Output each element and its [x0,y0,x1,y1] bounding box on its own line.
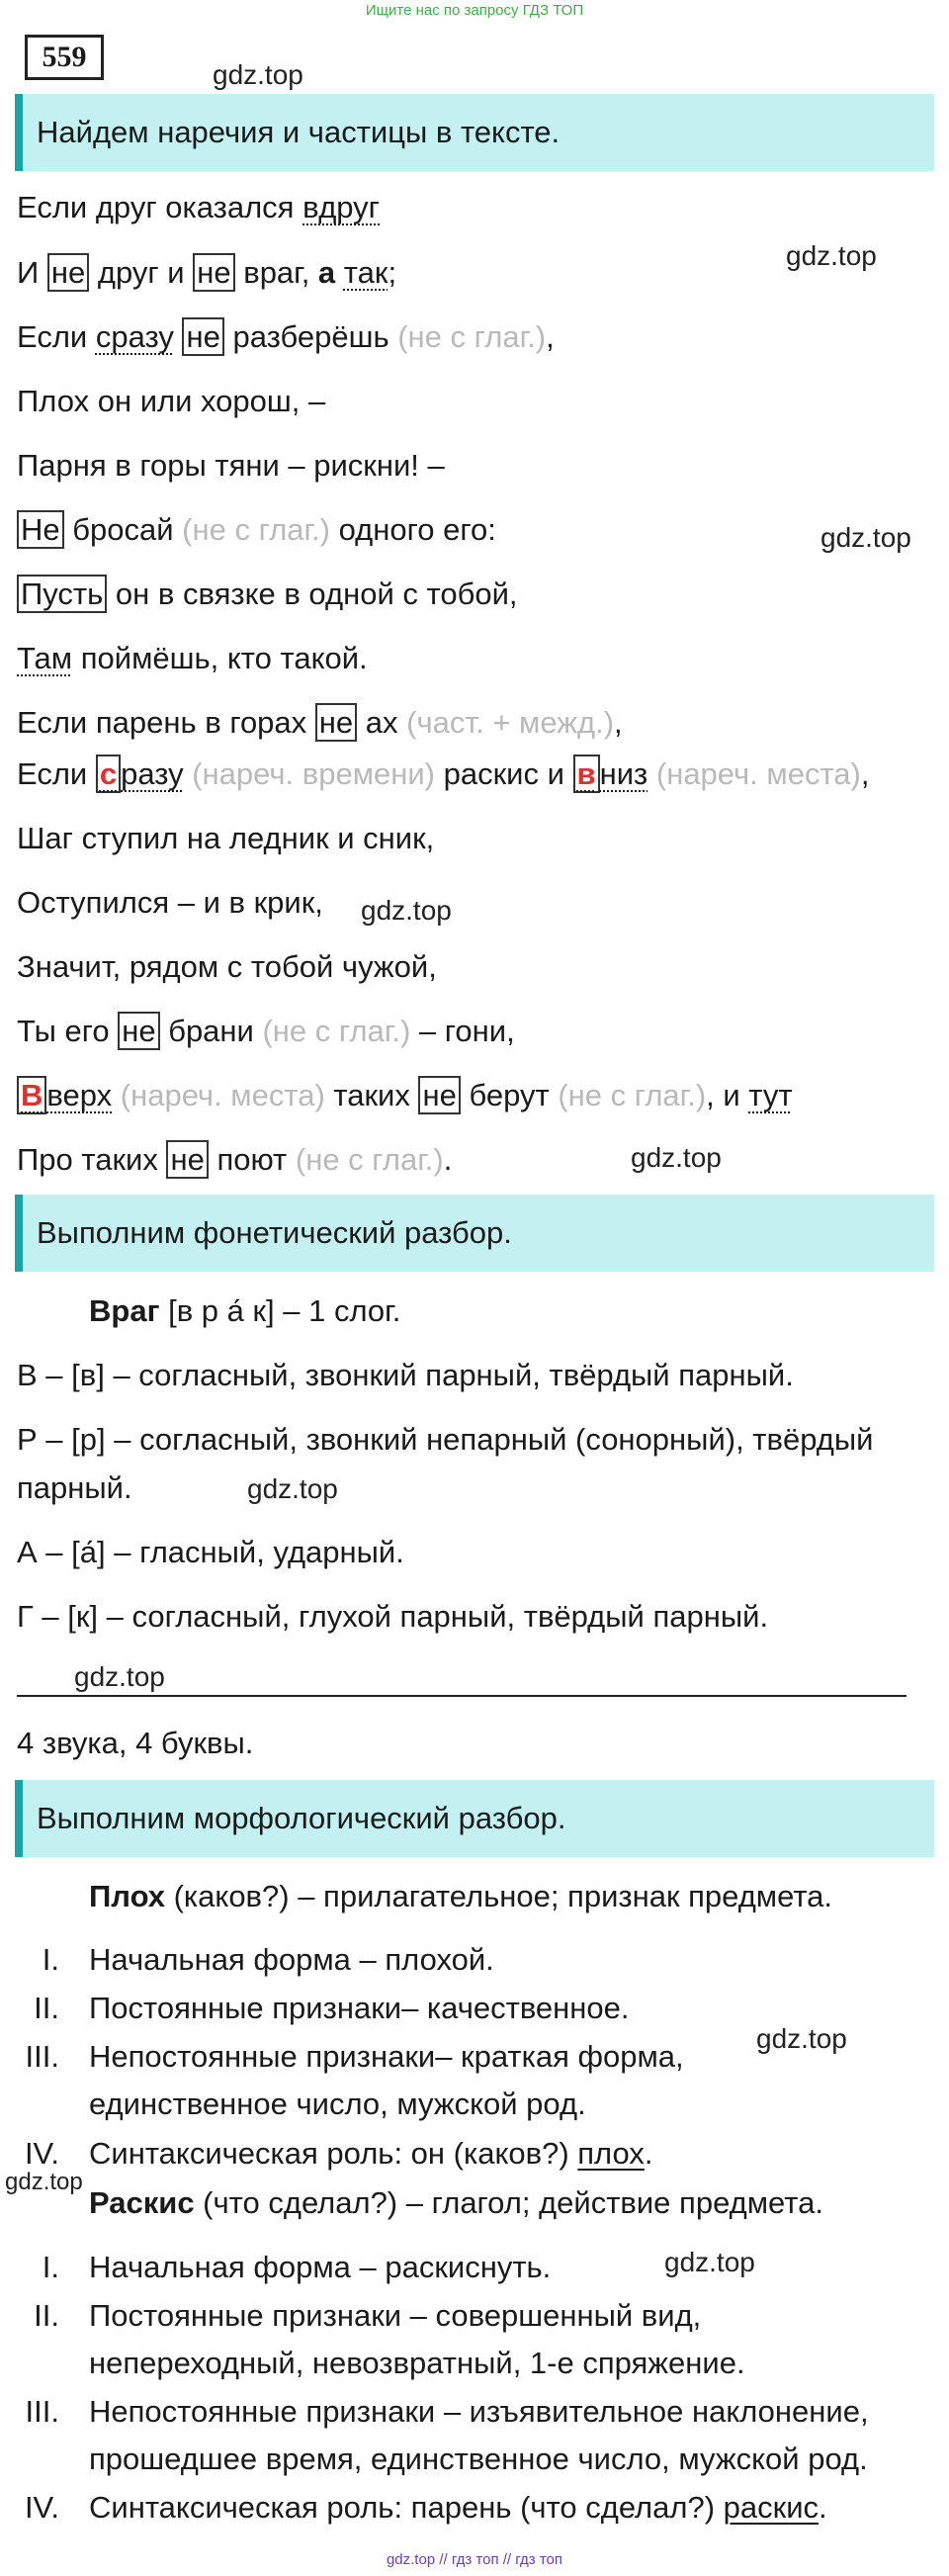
phonetic-summary: 4 звука, 4 буквы. [17,1726,254,1760]
word-group [17,1076,112,1114]
section-title-phonetic [15,1195,934,1272]
text-fragment: Если [17,319,96,354]
phonetic-line: Р – [р] – согласный, звонкий непарный (сонорный), твёрдый [17,1422,874,1457]
text-fragment: разберёшь [223,319,398,354]
phonetic-line: А – [а́] – гласный, ударный. [17,1535,404,1569]
watermark: gdz.top [786,240,877,271]
morph-word-heading [89,1879,832,1914]
list-item: Постоянные признаки – совершенный вид, [89,2298,702,2333]
adverb: так [343,255,388,290]
particle: Не [17,510,64,549]
text-fragment: , [546,319,555,354]
text-fragment [647,756,656,791]
text-fragment: (нареч. места) [120,1078,325,1112]
phonetic-line: Г – [к] – согласный, глухой парный, твёрдый парный. [17,1599,769,1634]
text-fragment: (что сделал?) – глагол; действие предмета. [194,2185,823,2220]
adverb: Там [17,641,73,675]
text-fragment: – гони, [410,1014,515,1048]
poem-line [17,641,368,676]
poem-line: Плох он или хорош, – [17,384,326,418]
text-fragment: (нареч. времени) [192,756,436,791]
text-fragment [335,255,344,290]
particle: не [118,1012,159,1050]
poem-line [17,190,380,225]
particle: не [193,253,234,292]
text-fragment: а [317,255,336,290]
text-fragment: ; [388,255,397,290]
watermark: gdz.top [664,2247,755,2277]
phonetic-line: В – [в] – согласный, звонкий парный, твёрдый парный. [17,1358,794,1392]
list-item: Непостоянные признаки– краткая форма, [89,2039,684,2074]
text-fragment: Если [17,756,96,791]
section-title-adverbs [15,94,934,171]
poem-line: Парня в горы тяни – рискни! – [17,448,445,483]
section-title-morphological [15,1780,934,1857]
poem-line [17,705,623,741]
prefix: с [96,755,121,793]
text-fragment: плох [577,2136,645,2171]
list-number: III. [25,2394,59,2429]
text-fragment [112,1078,121,1112]
poem-line [17,1014,515,1049]
adverb: разу [121,756,184,791]
watermark: gdz.top [213,59,303,90]
section-title-text: Найдем наречия и частицы в тексте. [37,115,561,149]
text-fragment: берут [460,1078,559,1112]
watermark: gdz.top [247,1473,338,1504]
prefix: в [573,755,600,793]
list-item [89,2490,827,2526]
text-fragment: раскис [723,2490,820,2525]
text-fragment: . [443,1142,453,1177]
watermark: gdz.top [820,522,911,553]
prefix: В [17,1076,46,1114]
text-fragment: Синтаксическая роль: он (каков?) [89,2136,578,2171]
particle: не [315,703,357,742]
particle: не [418,1076,460,1114]
list-number: I. [42,1942,59,1977]
list-item: Начальная форма – раскиснуть. [89,2250,552,2284]
text-fragment: раскис и [435,756,573,791]
poem-line: Шаг ступил на ледник и сник, [17,821,435,855]
bottom-note: gdz.top // гдз топ // гдз топ [386,2551,563,2568]
particle: не [182,317,223,356]
text-fragment: (каков?) – прилагательное; признак предмета. [164,1879,833,1913]
adverb: вдруг [302,190,380,224]
poem-line [17,319,555,355]
divider [17,1695,906,1697]
text-fragment: [в р а́ к] – 1 слог. [159,1293,401,1328]
text-fragment: друг и [89,255,194,290]
poem-line [17,756,869,792]
text-fragment: И [17,255,47,290]
text-fragment: (не с глаг.) [295,1142,444,1177]
particle: не [47,253,89,292]
phonetic-line: парный. [17,1470,132,1505]
text-fragment: . [819,2490,827,2525]
text-fragment: Ты его [17,1014,119,1048]
text-fragment: (не с глаг.) [182,512,330,547]
text-fragment: (не с глаг.) [558,1078,707,1112]
list-item-continuation: прошедшее время, единственное число, мужской род. [89,2442,868,2476]
list-number: II. [34,1991,59,2025]
poem-line [17,1078,793,1113]
list-number: II. [34,2298,59,2333]
list-number: IV. [24,2490,59,2525]
adverb: верх [46,1078,113,1112]
list-item-continuation: непереходный, невозвратный, 1-е спряжение. [89,2346,745,2380]
text-fragment: (не с глаг.) [262,1014,411,1048]
top-note: Ищите нас по запросу ГДЗ ТОП [365,2,584,19]
text-fragment: Плох [89,1879,165,1913]
poem-line [17,512,496,548]
text-fragment: Если друг оказался [17,190,303,224]
text-fragment: враг, [234,255,318,290]
poem-line: Оступился – и в крик, [17,885,323,920]
exercise-number: 559 [25,35,104,80]
text-fragment: (част. + межд.) [406,705,615,740]
phonetic-word [89,1293,400,1329]
list-number: III. [25,2039,59,2074]
text-fragment: (нареч. места) [655,756,861,791]
list-item: Непостоянные признаки – изъявительное наклонение, [89,2394,869,2429]
text-fragment: (не с глаг.) [397,319,547,354]
watermark: gdz.top [631,1142,722,1173]
poem-line: Значит, рядом с тобой чужой, [17,949,437,984]
text-fragment: Раскис [89,2185,195,2220]
section-title-text: Выполним морфологический разбор. [37,1801,566,1835]
text-fragment: ах [357,705,407,740]
section-title-text: Выполним фонетический разбор. [37,1215,512,1250]
particle: Пусть [17,575,107,613]
watermark: gdz.top [756,2023,847,2054]
text-fragment: Про таких [17,1142,167,1177]
watermark: gdz.top [5,2169,83,2195]
poem-line [17,577,518,612]
text-fragment: одного его: [330,512,496,547]
text-fragment: Синтаксическая роль: парень (что сделал?) [89,2490,724,2525]
poem-line [17,255,396,291]
list-number: IV. [24,2136,59,2171]
word-group [573,755,648,793]
adverb: тут [748,1078,793,1112]
text-fragment: . [644,2136,653,2171]
watermark: gdz.top [361,895,452,926]
list-item: Постоянные признаки– качественное. [89,1991,630,2025]
adverb: сразу [95,319,174,354]
text-fragment: Враг [89,1293,160,1328]
text-fragment: поют [208,1142,296,1177]
watermark: gdz.top [74,1661,165,1692]
text-fragment: бросай [63,512,183,547]
text-fragment: поймёшь, кто такой. [72,641,368,675]
morph-word-heading [89,2185,823,2221]
text-fragment: , и [706,1078,749,1112]
text-fragment: он в связке в одной с тобой, [107,577,518,611]
list-item-continuation: единственное число, мужской род. [89,2087,586,2121]
list-number: I. [42,2250,59,2284]
text-fragment: таких [324,1078,419,1112]
particle: не [166,1140,208,1179]
text-fragment: , [860,756,870,791]
word-group [96,755,184,793]
text-fragment: брани [159,1014,263,1048]
poem-line [17,1142,452,1178]
text-fragment [184,756,193,791]
list-item [89,2136,653,2172]
adverb: низ [599,756,648,791]
text-fragment: Если парень в горах [17,705,315,740]
list-item: Начальная форма – плохой. [89,1942,494,1977]
text-fragment: , [614,705,623,740]
